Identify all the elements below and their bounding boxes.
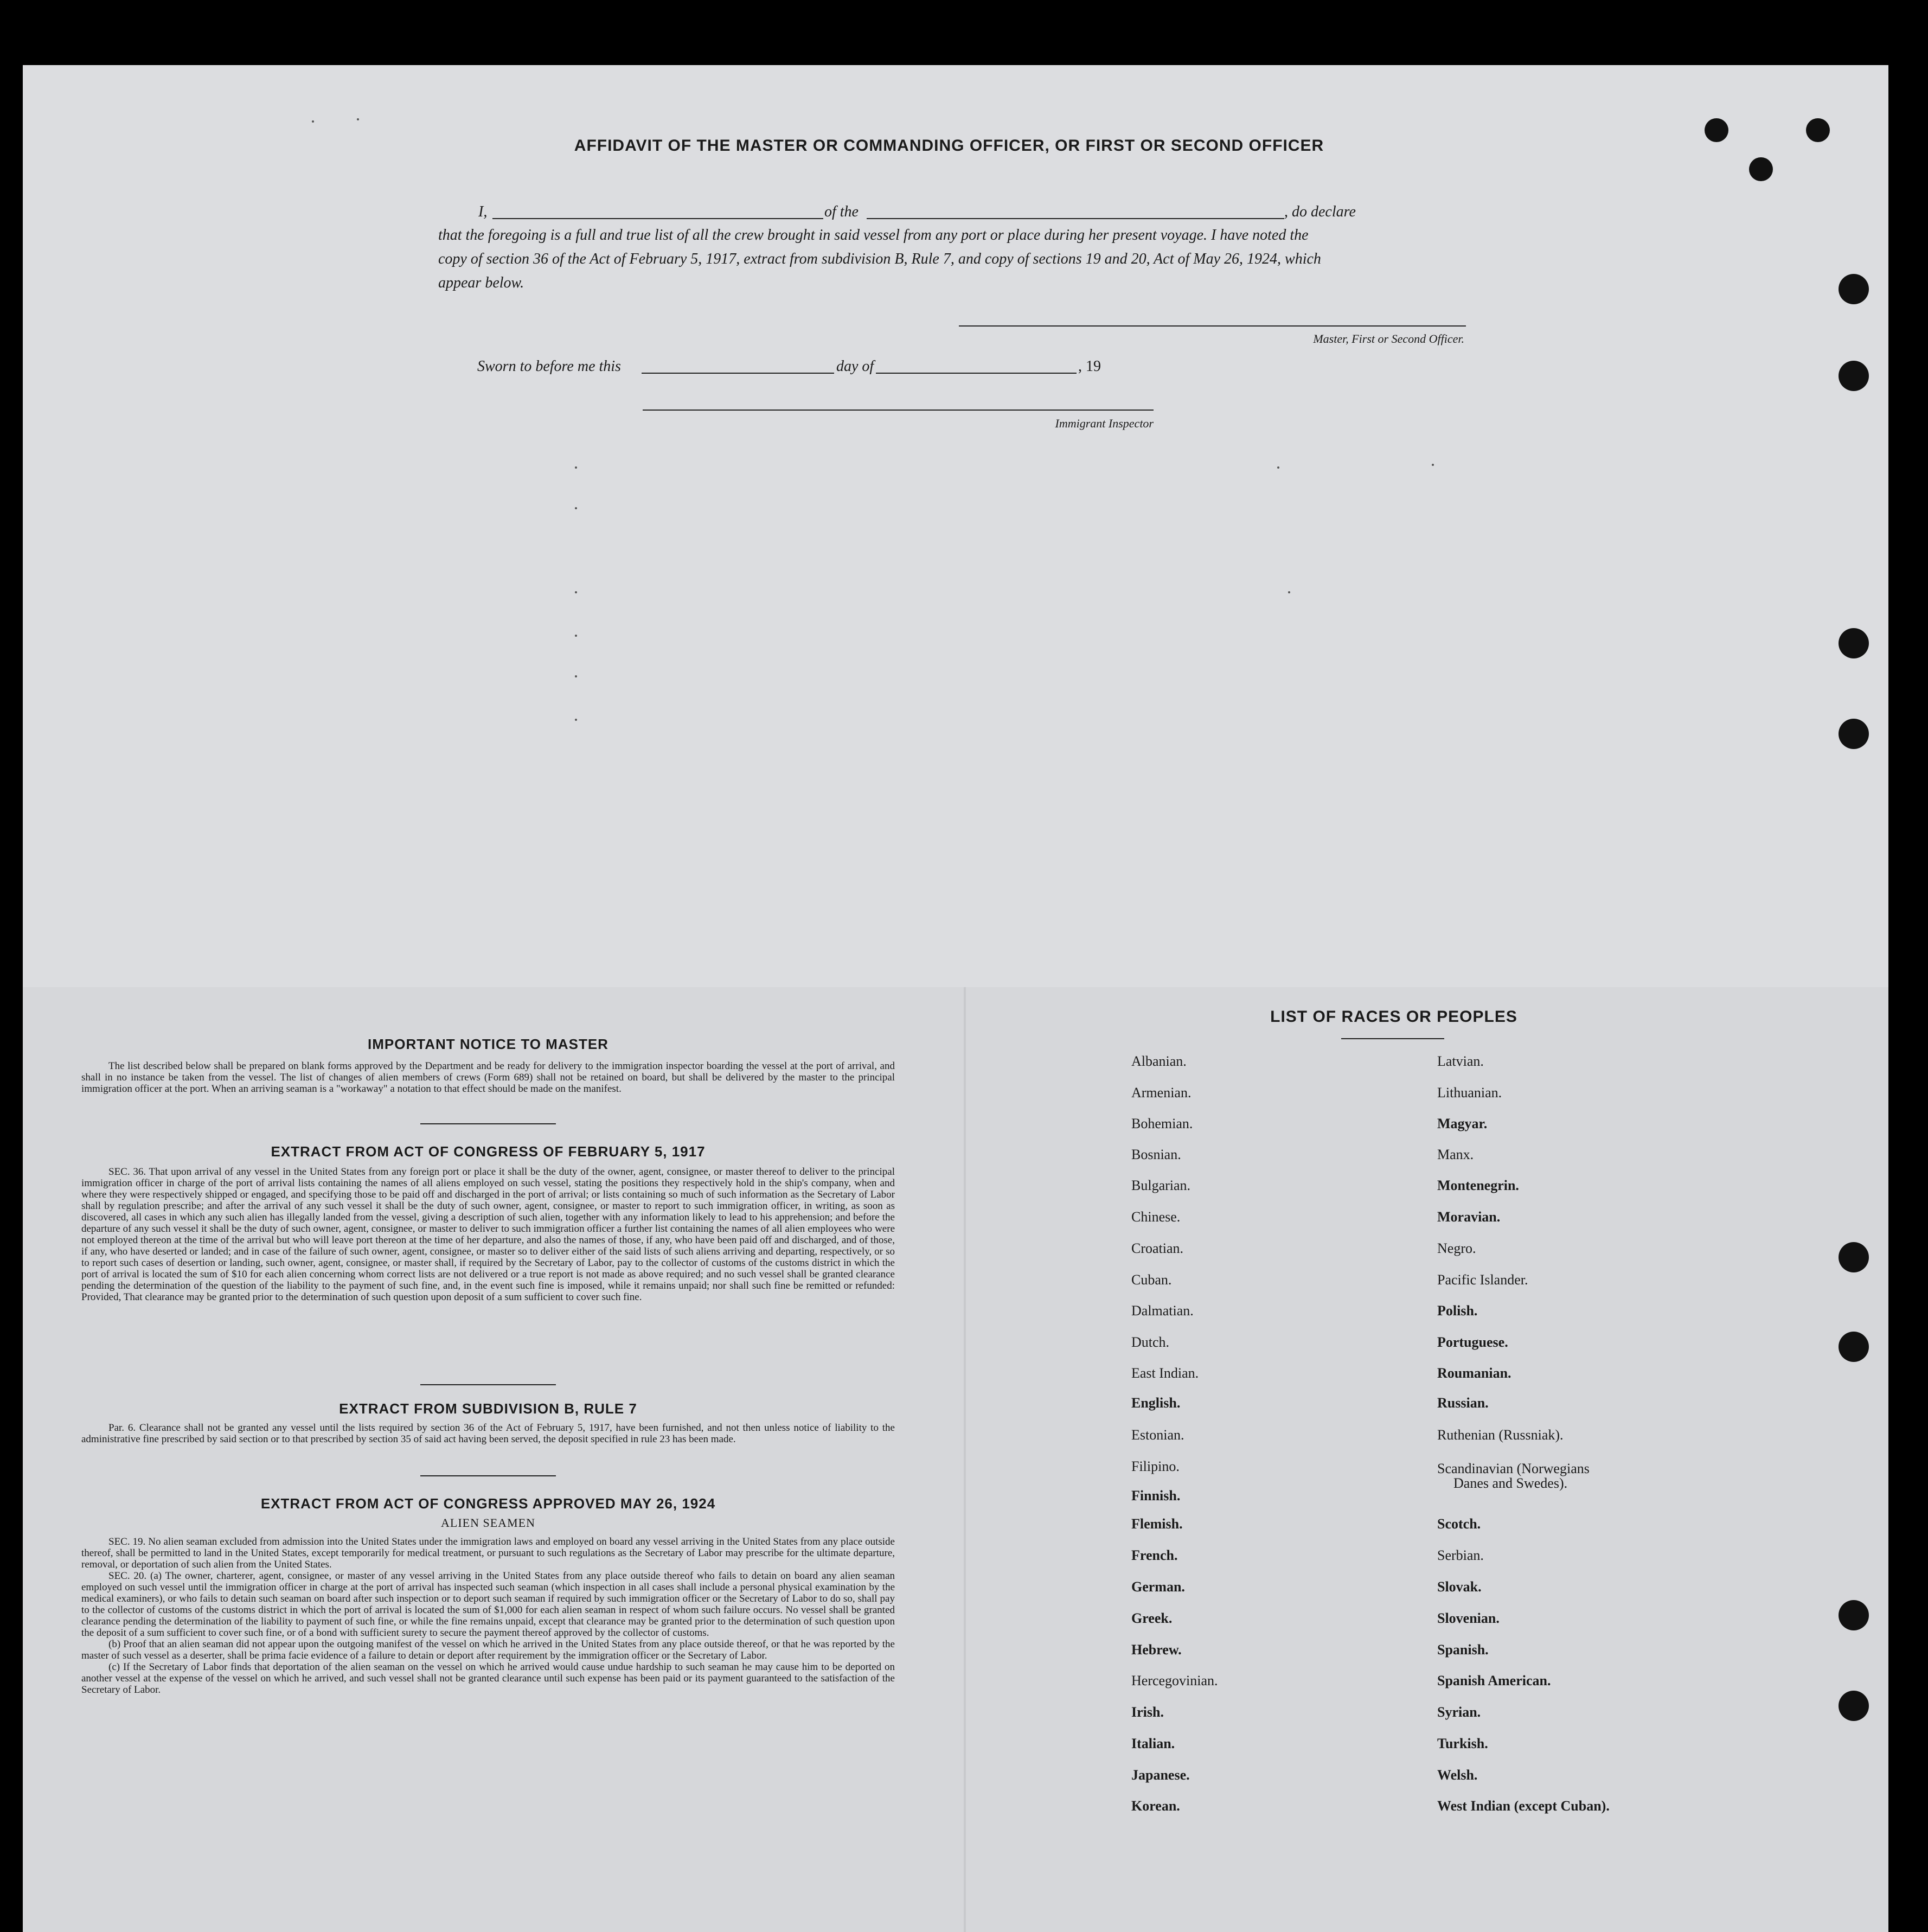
race-item: Montenegrin. bbox=[1437, 1178, 1519, 1193]
punch-hole bbox=[1839, 628, 1869, 658]
race-item: Spanish. bbox=[1437, 1642, 1489, 1658]
punch-hole bbox=[1839, 361, 1869, 391]
race-item: Estonian. bbox=[1131, 1427, 1184, 1443]
race-item: Chinese. bbox=[1131, 1209, 1181, 1225]
rule7-title: EXTRACT FROM SUBDIVISION B, RULE 7 bbox=[339, 1400, 637, 1417]
race-item: Serbian. bbox=[1437, 1547, 1484, 1563]
race-item: Welsh. bbox=[1437, 1767, 1478, 1783]
divider bbox=[420, 1123, 556, 1124]
race-item: Bosnian. bbox=[1131, 1147, 1181, 1162]
race-item: Finnish. bbox=[1131, 1488, 1181, 1504]
punch-hole bbox=[1839, 719, 1869, 749]
race-item: Korean. bbox=[1131, 1798, 1180, 1814]
divider bbox=[420, 1475, 556, 1476]
sec20a-paragraph: SEC. 20. (a) The owner, charterer, agent, consignee, or master of any vessel arriving in the United States from any place outside thereof who fails to detain on board any alien seaman employed on such vessel until the immigration officer in charge at the port of arrival has inspected such seaman (which inspection in all cases shall include a personal physical examination by the medical examiners), or who fails to detain such seaman on board after such inspection or to deport such seaman if required by such immigration officer or the Secretary of Labor to do so, shall pay to the collector of customs of the customs district in which the port of arrival is located the sum of $1,000 for each alien seaman in respect of whom such failure occurs. No vessel shall be granted clearance pending the determination of the liability to payment of such fine, or while the fine remains unpaid, except that clearance may be granted prior to the determination of such question upon the deposit of a sum sufficient to cover such fine, or of a bond with sufficient surety to secure the payment thereof approved by the collector of customs. bbox=[81, 1570, 895, 1639]
race-item: Russian. bbox=[1437, 1395, 1489, 1411]
speck bbox=[575, 591, 577, 593]
race-item: Magyar. bbox=[1437, 1116, 1488, 1131]
year-label: , 19 bbox=[1078, 358, 1101, 375]
race-item: Hebrew. bbox=[1131, 1642, 1182, 1658]
race-item: Slovenian. bbox=[1437, 1610, 1500, 1626]
race-item: Pacific Islander. bbox=[1437, 1272, 1528, 1288]
race-item: East Indian. bbox=[1131, 1365, 1199, 1381]
speck bbox=[312, 120, 314, 123]
punch-hole bbox=[1806, 118, 1830, 142]
divider bbox=[1341, 1038, 1444, 1039]
race-item: Greek. bbox=[1131, 1610, 1173, 1626]
rule7-text bbox=[81, 1422, 895, 1445]
race-item: Roumanian. bbox=[1437, 1365, 1511, 1381]
speck bbox=[1277, 466, 1279, 469]
race-item: Danes and Swedes). bbox=[1453, 1475, 1568, 1491]
race-item: Dutch. bbox=[1131, 1334, 1170, 1350]
speck bbox=[575, 675, 577, 677]
affidavit-title: AFFIDAVIT OF THE MASTER OR COMMANDING OFFICER, OR FIRST OR SECOND OFFICER bbox=[574, 137, 1324, 155]
speck bbox=[1432, 464, 1434, 466]
sworn-line bbox=[477, 358, 1128, 380]
race-item: Slovak. bbox=[1437, 1579, 1482, 1595]
race-item: Filipino. bbox=[1131, 1458, 1180, 1474]
race-item: West Indian (except Cuban). bbox=[1437, 1798, 1610, 1814]
punch-hole bbox=[1705, 118, 1728, 142]
sworn-day-field[interactable] bbox=[642, 373, 834, 374]
punch-hole bbox=[1839, 1600, 1869, 1630]
speck bbox=[575, 635, 577, 637]
race-item: Latvian. bbox=[1437, 1053, 1484, 1069]
speck bbox=[357, 118, 359, 120]
race-item: Polish. bbox=[1437, 1303, 1478, 1319]
race-item: Portuguese. bbox=[1437, 1334, 1508, 1350]
race-item: Negro. bbox=[1437, 1240, 1476, 1256]
affidavit-line3: copy of section 36 of the Act of February 5, 1917, extract from subdivision B, Rule 7, and copy of sections 19 and 20, Act of May 26, 1924, which bbox=[438, 251, 1321, 267]
race-item: Scotch. bbox=[1437, 1516, 1481, 1532]
sec20c-paragraph: (c) If the Secretary of Labor finds that deportation of the alien seaman on the vessel on which he arrived would cause undue hardship to such seaman he may cause him to be deported on another vessel at the expense of the vessel on which he arrived, and such vessel shall not be granted clearance until such expense has been paid or its payment guaranteed to the satisfaction of the Secretary of Labor. bbox=[81, 1661, 895, 1696]
race-item: Turkish. bbox=[1437, 1736, 1488, 1751]
race-item: Irish. bbox=[1131, 1704, 1164, 1720]
race-item: Croatian. bbox=[1131, 1240, 1184, 1256]
notice-paragraph: The list described below shall be prepared on blank forms approved by the Department and be ready for delivery to the immigration inspector boarding the vessel at the port of arrival, and shall in no instance be taken from the vessel. The list of changes of alien members of crews (Form 689) shall not be retained on board, but shall be delivered by the master to the principal immigration officer at the port. When an arriving seaman is a "workaway" a notation to that effect should be made on the manifest. bbox=[81, 1060, 895, 1095]
page-fold bbox=[964, 987, 966, 1932]
notice-title: IMPORTANT NOTICE TO MASTER bbox=[368, 1036, 608, 1052]
race-item: Hercegovinian. bbox=[1131, 1673, 1218, 1688]
speck bbox=[575, 507, 577, 509]
extract-1917-text bbox=[81, 1166, 895, 1303]
race-item: Syrian. bbox=[1437, 1704, 1481, 1720]
race-item: Bohemian. bbox=[1131, 1116, 1193, 1131]
race-item: French. bbox=[1131, 1547, 1178, 1563]
punch-hole bbox=[1749, 157, 1773, 181]
master-signature-line[interactable] bbox=[959, 325, 1466, 327]
of-the-label: of the bbox=[824, 203, 859, 220]
races-title: LIST OF RACES OR PEOPLES bbox=[1270, 1008, 1517, 1026]
race-item: Scandinavian (Norwegians bbox=[1437, 1461, 1590, 1476]
name-field[interactable] bbox=[492, 218, 823, 219]
sworn-month-field[interactable] bbox=[876, 373, 1077, 374]
sec20b-paragraph: (b) Proof that an alien seaman did not appear upon the outgoing manifest of the vessel on which he arrived in the United States from any place outside thereof, or that he was reported by the master of such vessel as a deserter, shall be prima facie evidence of a failure to detain or deport after requirement by the immigration officer or the Secretary of Labor. bbox=[81, 1639, 895, 1661]
race-item: Armenian. bbox=[1131, 1085, 1192, 1101]
sworn-label: Sworn to before me this bbox=[477, 358, 621, 375]
extract-1924-title: EXTRACT FROM ACT OF CONGRESS APPROVED MAY 26, 1924 bbox=[260, 1495, 716, 1512]
race-item: Ruthenian (Russniak). bbox=[1437, 1427, 1564, 1443]
race-item: Cuban. bbox=[1131, 1272, 1172, 1288]
speck bbox=[575, 719, 577, 721]
speck bbox=[575, 466, 577, 469]
race-item: Bulgarian. bbox=[1131, 1178, 1191, 1193]
affidavit-line2: that the foregoing is a full and true list of all the crew brought in said vessel from any port or place during her present voyage. I have noted the bbox=[438, 227, 1309, 244]
notice-text bbox=[81, 1060, 895, 1095]
do-declare-label: , do declare bbox=[1284, 203, 1356, 220]
race-item: Spanish American. bbox=[1437, 1673, 1551, 1688]
day-of-label: day of bbox=[836, 358, 874, 375]
race-item: English. bbox=[1131, 1395, 1181, 1411]
race-item: Lithuanian. bbox=[1437, 1085, 1502, 1101]
race-item: Dalmatian. bbox=[1131, 1303, 1194, 1319]
inspector-caption: Immigrant Inspector bbox=[1055, 417, 1154, 430]
affidavit-line4: appear below. bbox=[438, 274, 524, 291]
punch-hole bbox=[1839, 1332, 1869, 1362]
divider bbox=[420, 1384, 556, 1385]
race-item: Moravian. bbox=[1437, 1209, 1501, 1225]
extract-1924-text bbox=[81, 1536, 895, 1696]
race-item: Albanian. bbox=[1131, 1053, 1187, 1069]
race-item: Manx. bbox=[1437, 1147, 1474, 1162]
affidavit-line1 bbox=[438, 203, 1469, 225]
speck bbox=[1288, 591, 1290, 593]
punch-hole bbox=[1839, 1691, 1869, 1721]
par6-paragraph: Par. 6. Clearance shall not be granted any vessel until the lists required by section 36 of the Act of February 5, 1917, have been furnished, and not then unless notice of liability to the administrative fine prescribed by said section or to that prescribed by section 35 of said act having been served, the deposit specified in rule 23 has been made. bbox=[81, 1422, 895, 1445]
sec19-paragraph: SEC. 19. No alien seaman excluded from admission into the United States under the immigration laws and employed on board any vessel arriving in the United States from any place outside thereof, shall be permitted to land in the United States, except temporarily for medical treatment, or pursuant to such regulations as the Secretary of Labor may prescribe for the ultimate departure, removal, or deportation of such alien from the United States. bbox=[81, 1536, 895, 1570]
punch-hole bbox=[1839, 1242, 1869, 1272]
master-caption: Master, First or Second Officer. bbox=[1313, 332, 1464, 346]
lower-half bbox=[23, 987, 1888, 1932]
extract-1917-title: EXTRACT FROM ACT OF CONGRESS OF FEBRUARY 5, 1917 bbox=[271, 1143, 706, 1160]
race-item: Japanese. bbox=[1131, 1767, 1190, 1783]
i-label: I, bbox=[478, 203, 488, 220]
alien-seamen-subtitle: ALIEN SEAMEN bbox=[441, 1516, 535, 1530]
race-item: German. bbox=[1131, 1579, 1185, 1595]
race-item: Flemish. bbox=[1131, 1516, 1183, 1532]
race-item: Italian. bbox=[1131, 1736, 1175, 1751]
punch-hole bbox=[1839, 274, 1869, 304]
inspector-signature-line[interactable] bbox=[643, 410, 1154, 411]
sec36-paragraph: SEC. 36. That upon arrival of any vessel in the United States from any foreign port or place it shall be the duty of the owner, agent, consignee, or master thereof to deliver to the principal immigration officer in charge of the port of arrival lists containing the names of all aliens employed on such vessel, stating the positions they respectively hold in the ship's company, when and where they were respectively shipped or engaged, and specifying those to be paid off and discharged in the port of arrival; or lists containing so much of such information as the Secretary of Labor shall by regulation prescribe; and after the arrival of any such vessel it shall be the duty of such owner, agent, consignee, or master to report to such immigration officer, in writing, as soon as discovered, all cases in which any such alien has illegally landed from the vessel, giving a description of such alien, together with any information likely to lead to his apprehension; and before the departure of any such vessel it shall be the duty of such owner, agent, consignee, or master to deliver to such immigration officer a further list containing the names of all alien employees who were not employed thereon at the time of the arrival but who will leave port thereon at the time of her departure, and also the names of those, if any, who have been paid off and discharged, and of those, if any, who have deserted or landed; and in case of the failure of such owner, agent, consignee, or master so to deliver either of the said lists of such aliens arriving and departing, respectively, or so to report such cases of desertion or landing, such owner, agent, consignee, or master shall, if required by the Secretary of Labor, pay to the collector of customs of the customs district in which the port of arrival is located the sum of $10 for each alien concerning whom correct lists are not delivered or a true report is not made as above required; and no such vessel shall be granted clearance pending the determination of the question of the liability to the payment of such fine, and, in the event such fine is imposed, while it remains unpaid; nor shall such fine be remitted or refunded: Provided, That clearance may be granted prior to the determination of such question upon deposit of a sum sufficient to cover such fine. bbox=[81, 1166, 895, 1303]
vessel-field[interactable] bbox=[867, 218, 1284, 219]
